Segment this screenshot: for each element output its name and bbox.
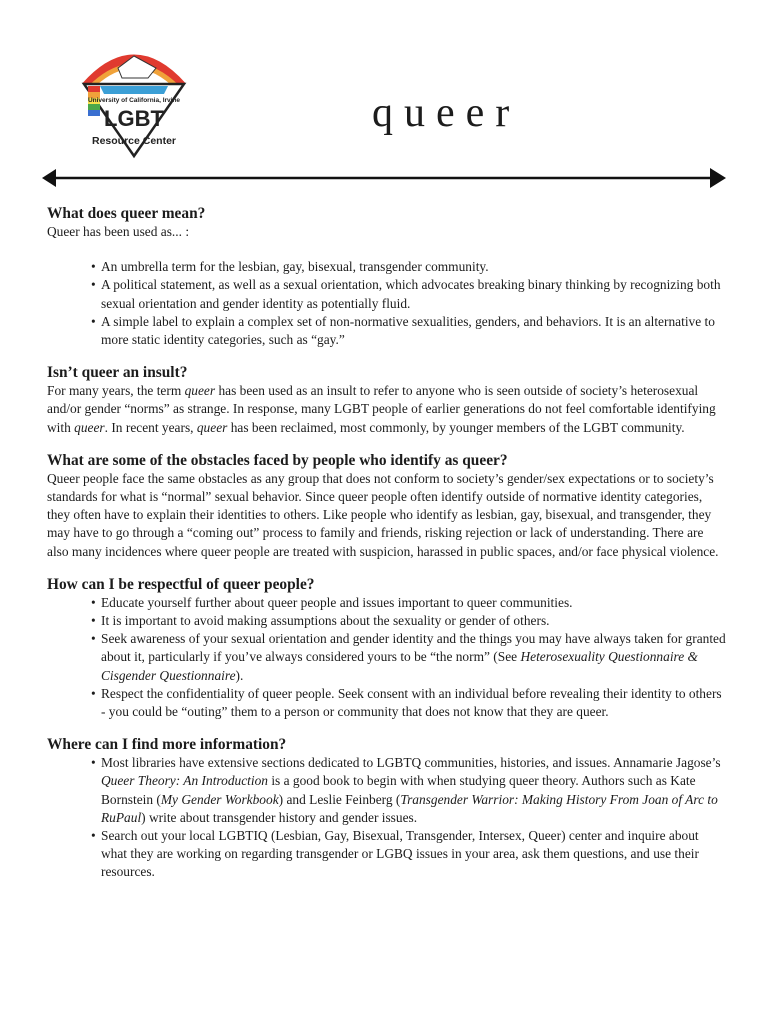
page-title: queer — [372, 90, 521, 136]
section-paragraph: Queer people face the same obstacles as any group that does not conform to society’s gender/sex expectations or to society’s standards for what is “normal” sexual behavior. Since queer people often identify outside of normative identity categories, they often have to explain their identities to others. Like people who identify as lesbian, gay, bisexual, and transgender, they may have to go through a “coming out” process to family and friends, risking rejection or lack of understanding. There are also many incidences where queer people are treated with suspicion, harassed in public spaces, and/or face physical violence. — [47, 470, 719, 559]
list-item: • It is important to avoid making assumptions about the sexuality or gender of others. — [47, 612, 727, 630]
section-heading: Isn’t queer an insult? — [47, 364, 188, 382]
double-arrow-divider — [42, 166, 726, 190]
section-heading: What does queer mean? — [47, 205, 206, 222]
section-paragraph: For many years, the term queer has been used as an insult to refer to anyone who is seen outside of society’s heterosexual and/or gender “norms” as strange. In response, many LGBT people of earlier generations do not feel comfortable identifying with queer. In recent years, queer has been reclaimed, most commonly, by younger members of the LGBT community. — [47, 383, 716, 435]
list-item: • Seek awareness of your sexual orientation and gender identity and the things you may have always taken for granted about it, particularly if you’ve always considered yours to be “the norm” (See Heterosexuality Questionnaire & Cisgender Questionnaire). — [47, 630, 727, 685]
bullet-list — [47, 594, 727, 721]
section-heading: What are some of the obstacles faced by people who identify as queer? — [47, 451, 508, 469]
list-item: • Respect the confidentiality of queer people. Seek consent with an individual before revealing their identity to others - you could be “outing” them to a person or community that does not know that they are queer. — [47, 685, 727, 721]
list-item: • An umbrella term for the lesbian, gay, bisexual, transgender community. — [47, 258, 727, 276]
logo-graphic — [78, 38, 190, 162]
bullet-list — [47, 754, 727, 881]
list-item: • Most libraries have extensive sections dedicated to LGBTQ communities, histories, and issues. Annamarie Jagose’s Queer Theory: An Introduction is a good book to begin with when studying queer theory. Authors such as Kate Bornstein (My Gender Workbook) and Leslie Feinberg (Transgender Warrior: Making History From Joan of Arc to RuPaul) write about transgender history and gender issues. — [47, 754, 727, 827]
document-body — [47, 204, 727, 882]
section-heading: How can I be respectful of queer people? — [47, 575, 315, 593]
list-item: • A political statement, as well as a sexual orientation, which advocates breaking binary thinking by recognizing both sexual orientation and gender identity as potentially fluid. — [47, 276, 727, 312]
section-intro: Queer has been used as... : — [47, 224, 190, 239]
lgbt-resource-center-logo — [78, 38, 190, 162]
list-item: • Educate yourself further about queer people and issues important to queer communities. — [47, 594, 727, 612]
section-is-queer-an-insult — [47, 363, 727, 437]
logo-text-resource-center: Resource Center — [91, 135, 177, 147]
logo-text-lgbt: LGBT — [104, 106, 164, 131]
section-what-does-queer-mean — [47, 204, 727, 349]
section-how-to-be-respectful — [47, 575, 727, 721]
bullet-list — [47, 258, 727, 349]
section-more-information — [47, 735, 727, 881]
logo-text-university: University of California, Irvine — [87, 97, 181, 104]
list-item: • A simple label to explain a complex set of non-normative sexualities, genders, and behaviors. It is an alternative to more static identity categories, such as “gay.” — [47, 313, 727, 349]
section-obstacles — [47, 451, 727, 561]
section-heading: Where can I find more information? — [47, 736, 287, 754]
list-item: • Search out your local LGBTIQ (Lesbian, Gay, Bisexual, Transgender, Intersex, Queer) center and inquire about what they are working on regarding transgender or LGBQ issues in your area, ask them questions, and use their resources. — [47, 827, 727, 882]
